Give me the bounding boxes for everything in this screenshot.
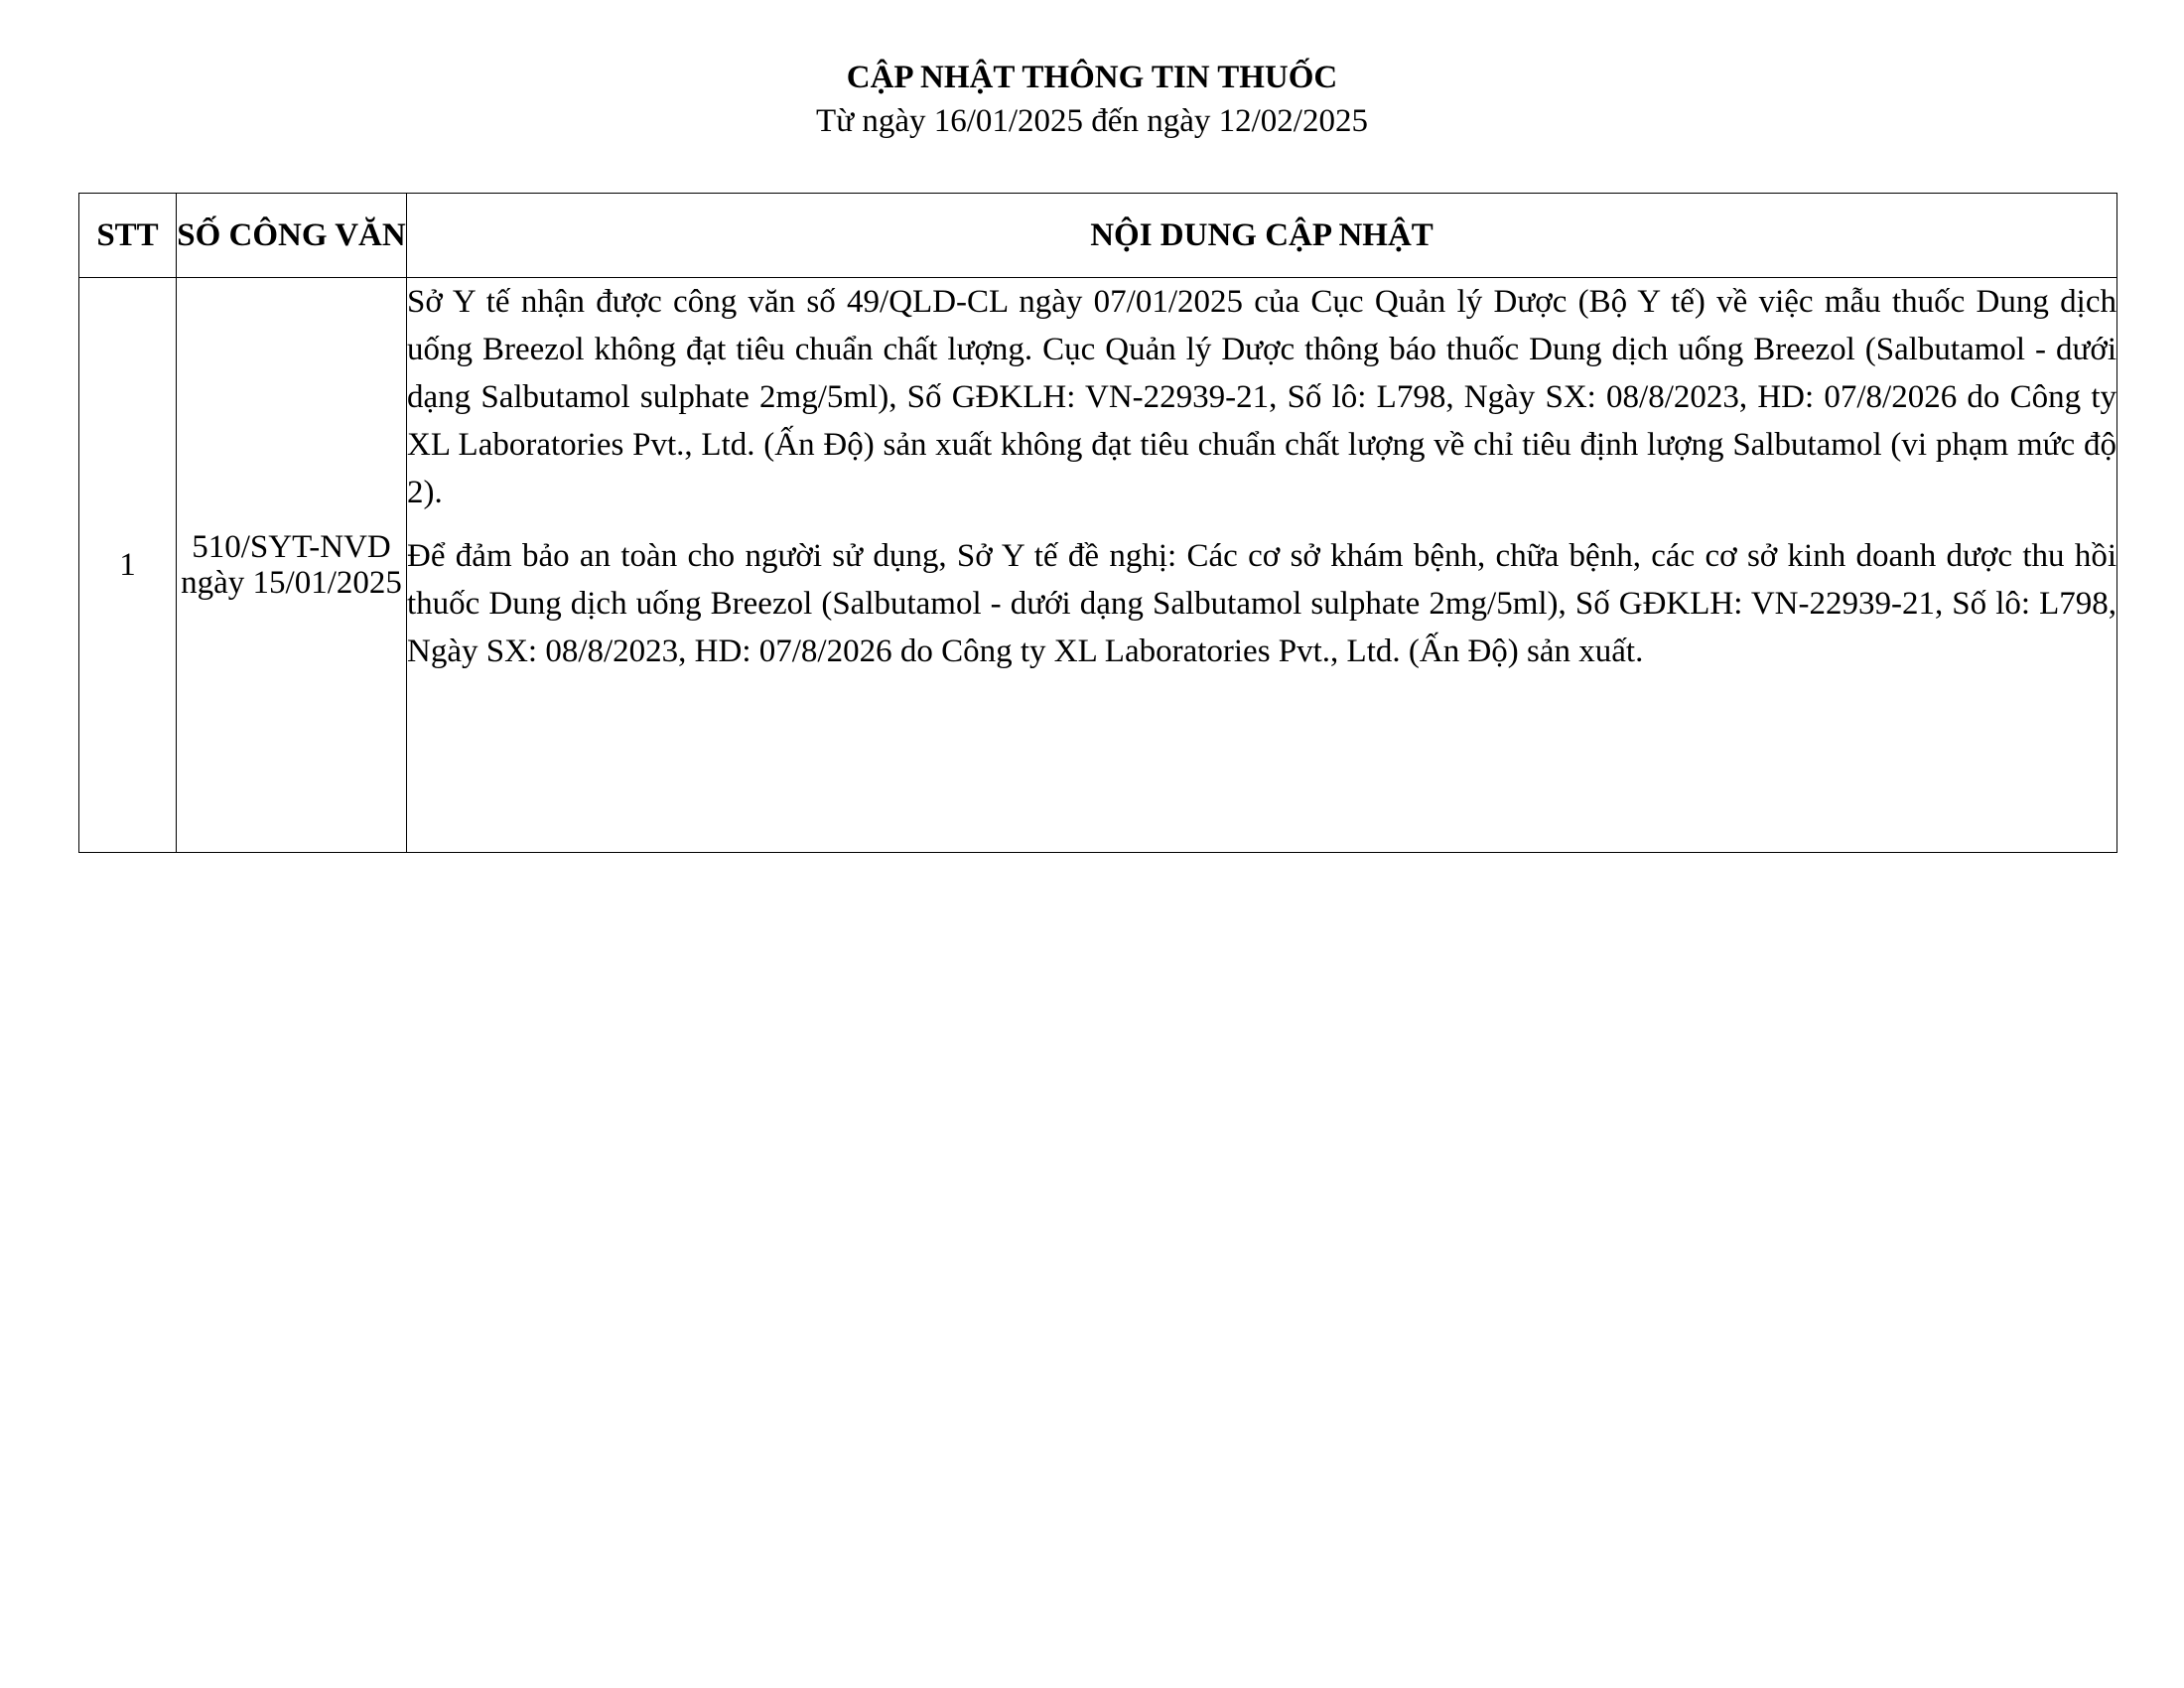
drug-update-table (78, 193, 2117, 853)
header-content: NỘI DUNG CẬP NHẬT (407, 194, 2117, 278)
content-paragraph: Để đảm bảo an toàn cho người sử dụng, Sở Y tế đề nghị: Các cơ sở khám bệnh, chữa bệnh, các cơ sở kinh doanh dược thu hồi thuốc Dung dịch uống Breezol (Salbutamol - dưới dạng Salbutamol sulphate 2mg/5ml), Số GĐKLH: VN-22939-21, Số lô: L798, Ngày SX: 08/8/2023, HD: 07/8/2026 do Công ty XL Laboratories Pvt., Ltd. (Ấn Độ) sản xuất. (407, 538, 2116, 669)
table-row (79, 278, 2117, 853)
document-title: CẬP NHẬT THÔNG TIN THUỐC (846, 60, 1338, 95)
row-content (407, 278, 2117, 853)
table-header-row (79, 194, 2117, 278)
row-stt: 1 (79, 278, 177, 853)
header-stt: STT (79, 194, 177, 278)
row-doc-number: 510/SYT-NVD ngày 15/01/2025 (177, 278, 407, 853)
document-header (0, 56, 2184, 143)
header-doc-number: SỐ CÔNG VĂN (177, 194, 407, 278)
document-date-range: Từ ngày 16/01/2025 đến ngày 12/02/2025 (816, 103, 1368, 139)
content-paragraph: Sở Y tế nhận được công văn số 49/QLD-CL ngày 07/01/2025 của Cục Quản lý Dược (Bộ Y tế) về việc mẫu thuốc Dung dịch uống Breezol không đạt tiêu chuẩn chất lượng. Cục Quản lý Dược thông báo thuốc Dung dịch uống Breezol (Salbutamol - dưới dạng Salbutamol sulphate 2mg/5ml), Số GĐKLH: VN-22939-21, Số lô: L798, Ngày SX: 08/8/2023, HD: 07/8/2026 do Công ty XL Laboratories Pvt., Ltd. (Ấn Độ) sản xuất không đạt tiêu chuẩn chất lượng về chỉ tiêu định lượng Salbutamol (vi phạm mức độ 2). (407, 284, 2116, 510)
